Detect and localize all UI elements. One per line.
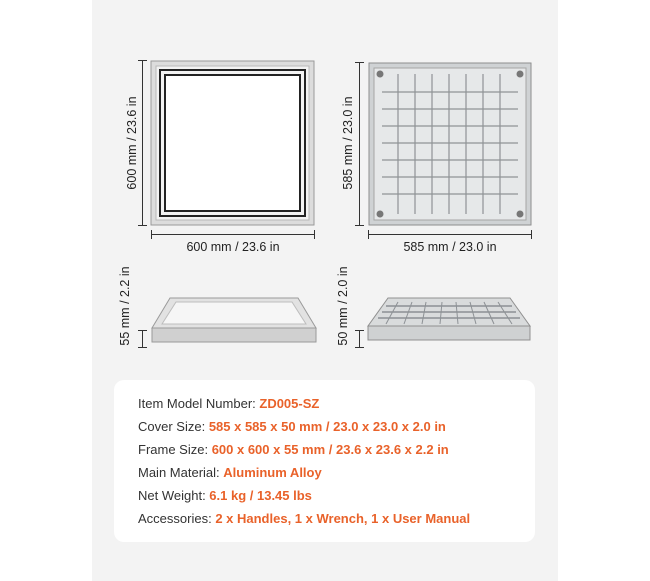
frame-side-view-image (150, 294, 318, 346)
cover-width-label: 585 mm / 23.0 in (403, 240, 497, 254)
cover-side-view-image (366, 296, 532, 346)
spec-card (114, 380, 535, 542)
frame-height-line (142, 60, 143, 226)
frame-width-label: 600 mm / 23.6 in (186, 240, 280, 254)
cover-height-tick-top (355, 62, 364, 63)
frame-height-label: 600 mm / 23.6 in (125, 96, 139, 190)
cover-depth-label: 50 mm / 2.0 in (336, 266, 350, 346)
cover-top-view-image (368, 62, 532, 226)
frame-width-tick-right (314, 230, 315, 239)
frame-height-tick-top (138, 60, 147, 61)
frame-top-view-image (150, 60, 315, 226)
spec-model-number: Item Model Number: ZD005-SZ (138, 396, 320, 411)
spec-main-material: Main Material: Aluminum Alloy (138, 465, 322, 480)
cover-height-label: 585 mm / 23.0 in (341, 96, 355, 190)
frame-depth-line (142, 330, 143, 348)
spec-cover-size: Cover Size: 585 x 585 x 50 mm / 23.0 x 23.0 x 2.0 in (138, 419, 446, 434)
frame-depth-tick-bottom (138, 347, 147, 348)
cover-height-line (359, 62, 360, 226)
cover-width-line (368, 234, 532, 235)
cover-depth-line (359, 330, 360, 348)
cover-depth-tick-top (355, 330, 364, 331)
spec-accessories: Accessories: 2 x Handles, 1 x Wrench, 1 x User Manual (138, 511, 471, 526)
cover-depth-tick-bottom (355, 347, 364, 348)
frame-height-tick-bottom (138, 225, 147, 226)
frame-width-line (151, 234, 315, 235)
cover-height-tick-bottom (355, 225, 364, 226)
cover-width-tick-left (368, 230, 369, 239)
frame-depth-tick-top (138, 330, 147, 331)
frame-depth-label: 55 mm / 2.2 in (118, 266, 132, 346)
cover-width-tick-right (531, 230, 532, 239)
spec-frame-size: Frame Size: 600 x 600 x 55 mm / 23.6 x 23.6 x 2.2 in (138, 442, 449, 457)
spec-net-weight: Net Weight: 6.1 kg / 13.45 lbs (138, 488, 312, 503)
frame-width-tick-left (151, 230, 152, 239)
